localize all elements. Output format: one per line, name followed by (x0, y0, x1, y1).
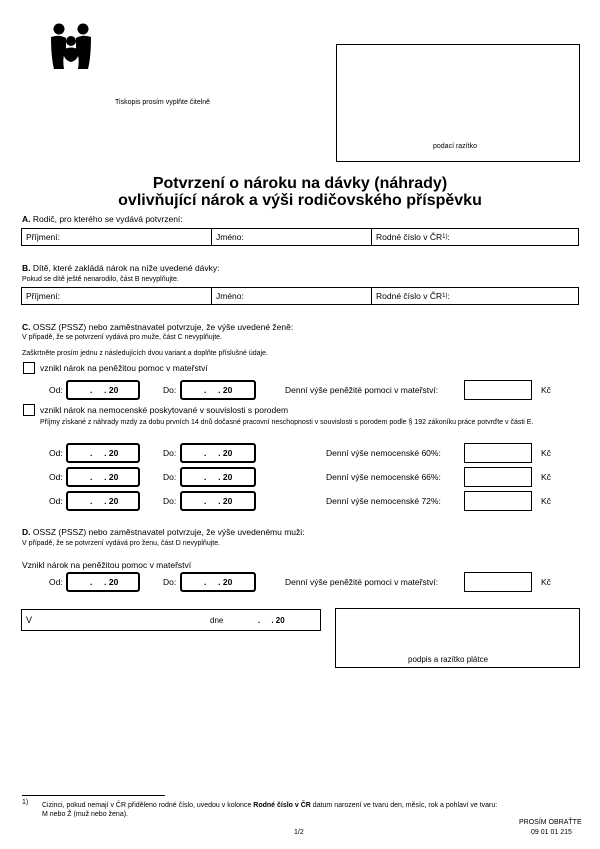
page-number: 1/2 (294, 829, 304, 836)
date-label: dne (210, 616, 224, 625)
sick72-label: Denní výše nemocenské 72%: (326, 496, 441, 506)
c-maternity-daily-value[interactable] (464, 380, 532, 400)
footnote-mark: 1) (22, 799, 29, 806)
sick66-label: Denní výše nemocenské 66%: (326, 472, 441, 482)
currency-label: Kč (541, 577, 551, 587)
section-a-heading: A. Rodič, pro kterého se vydává potvrzení: (22, 214, 183, 224)
section-a-row (21, 228, 579, 246)
section-c-note2: Zaškrtněte prosím jednu z následujících dvou variant a doplňte příslušné údaje. (22, 350, 268, 357)
d-maternity-daily-value[interactable] (464, 572, 532, 592)
c-sick72-from-date[interactable]: . . 20 (66, 491, 140, 511)
place-label: V (26, 615, 33, 625)
sick66-value[interactable] (464, 467, 532, 487)
sickness-option-label: vznikl nárok na nemocenské poskytované v souvislosti s porodem (40, 405, 289, 415)
c-sick66-from-date[interactable]: . . 20 (66, 467, 140, 487)
maternity-option-label: vznikl nárok na peněžitou pomoc v mateřství (40, 363, 208, 373)
c-sick66-from-label: Od: (49, 472, 63, 482)
d-maternity-daily-label: Denní výše peněžité pomoci v mateřství: (285, 577, 439, 587)
c-sick60-to-date[interactable]: . . 20 (180, 443, 256, 463)
sick60-value[interactable] (464, 443, 532, 463)
form-title-line1: Potvrzení o nároku na dávky (náhrady) (152, 175, 448, 192)
fill-instruction: Tiskopis prosím vyplňte čitelně (115, 99, 211, 106)
form-title-line2: ovlivňující nárok a výši rodičovského příspěvku (118, 192, 482, 209)
section-b-heading: B. Dítě, které zakládá nárok na níže uvedené dávky: (22, 263, 220, 273)
parent-birth-number-field[interactable]: Rodné číslo v ČR 1) : (371, 229, 578, 245)
sick72-value[interactable] (464, 491, 532, 511)
c-sick60-to-label: Do: (163, 448, 177, 458)
form-code: 09 01 01 215 (531, 829, 572, 836)
child-name-field[interactable]: Jméno: (211, 288, 371, 304)
sickness-option-note: Příjmy získané z náhrady mzdy za dobu prvních 14 dnů dočasné pracovní neschopnosti v souvislosti s porodem podle § 192 zákoníku práce potvrďte v části E. (40, 419, 534, 426)
section-b-row (21, 287, 579, 305)
stamp-box[interactable] (336, 44, 580, 162)
stamp-label: podací razítko (433, 143, 477, 150)
parent-name-field[interactable]: Jméno: (211, 229, 371, 245)
c-sick72-from-label: Od: (49, 496, 63, 506)
currency-label: Kč (541, 472, 551, 482)
c-maternity-to-label: Do: (163, 385, 177, 395)
section-c-note1: V případě, že se potvrzení vydává pro muže, část C nevyplňujte. (22, 334, 222, 341)
d-from-date[interactable]: . . 20 (66, 572, 140, 592)
parent-surname-field[interactable]: Příjmení: (26, 232, 61, 242)
c-maternity-to-date[interactable]: . . 20 (180, 380, 256, 400)
currency-label: Kč (541, 385, 551, 395)
c-sick60-from-label: Od: (49, 448, 63, 458)
section-d-claim-label: Vznikl nárok na peněžitou pomoc v mateřství (22, 560, 192, 570)
section-d-heading: D. OSSZ (PSSZ) nebo zaměstnavatel potvrzuje, že výše uvedenému muži: (22, 527, 305, 537)
logo-icon (48, 22, 94, 70)
place-date-box[interactable] (21, 609, 321, 631)
turn-over-label: PROSÍM OBRAŤTE (519, 819, 582, 826)
sign-date-value: . . 20 (258, 616, 285, 625)
d-to-date[interactable]: . . 20 (180, 572, 256, 592)
sickness-checkbox[interactable] (23, 404, 35, 416)
section-d-note: V případě, že se potvrzení vydává pro ženu, část D nevyplňujte. (22, 540, 221, 547)
c-maternity-from-label: Od: (49, 385, 63, 395)
child-surname-field[interactable]: Příjmení: (26, 291, 61, 301)
c-maternity-daily-label: Denní výše peněžité pomoci v mateřství: (285, 385, 439, 395)
d-from-label: Od: (49, 577, 63, 587)
c-maternity-from-date[interactable]: . . 20 (66, 380, 140, 400)
signature-label: podpis a razítko plátce (408, 655, 489, 664)
d-to-label: Do: (163, 577, 177, 587)
child-birth-number-field[interactable]: Rodné číslo v ČR 1) : (371, 288, 578, 304)
footnote-divider (22, 795, 165, 796)
currency-label: Kč (541, 448, 551, 458)
signature-box[interactable] (335, 608, 580, 668)
footnote-text: Cizinci, pokud nemají v ČR přiděleno rodné číslo, uvedou v kolonce Rodné číslo v ČR datum narození ve tvaru den, měsíc, rok a pohlaví ve tvaru: M nebo Ž (muž nebo žena). (42, 802, 498, 818)
c-sick66-to-label: Do: (163, 472, 177, 482)
sick60-label: Denní výše nemocenské 60%: (326, 448, 441, 458)
maternity-checkbox[interactable] (23, 362, 35, 374)
section-c-heading: C. OSSZ (PSSZ) nebo zaměstnavatel potvrzuje, že výše uvedené ženě: (22, 322, 294, 332)
c-sick60-from-date[interactable]: . . 20 (66, 443, 140, 463)
c-sick66-to-date[interactable]: . . 20 (180, 467, 256, 487)
section-b-note: Pokud se dítě ještě nenarodilo, část B nevyplňujte. (22, 276, 179, 283)
c-sick72-to-label: Do: (163, 496, 177, 506)
c-sick72-to-date[interactable]: . . 20 (180, 491, 256, 511)
currency-label: Kč (541, 496, 551, 506)
